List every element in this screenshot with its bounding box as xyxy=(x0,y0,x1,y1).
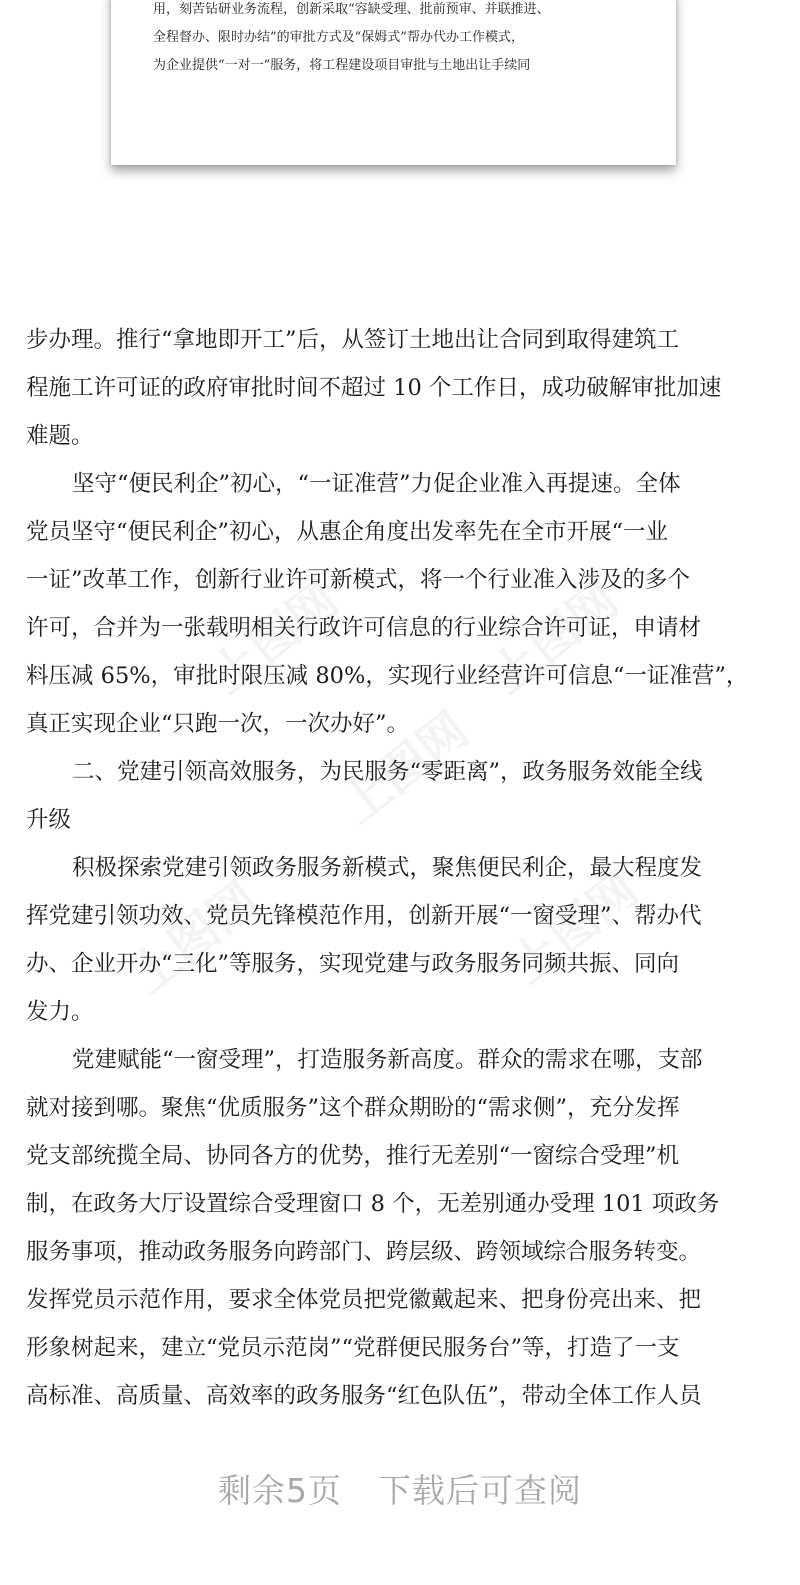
body-line: 料压减 65%，审批时限压减 80%，实现行业经营许可信息“一证准营”， xyxy=(26,663,749,689)
body-line: 真正实现企业“只跑一次，一次办好”。 xyxy=(26,711,410,737)
body-line: 许可，合并为一张载明相关行政许可信息的行业综合许可证，申请材 xyxy=(26,615,702,641)
remaining-pages-label: 剩余5页 xyxy=(218,1471,342,1510)
section-heading: 二、党建引领高效服务，为民服务“零距离”，政务服务效能全线 xyxy=(72,759,703,785)
body-line: 高标准、高质量、高效率的政务服务“红色队伍”，带动全体工作人员 xyxy=(26,1383,702,1409)
body-line: 发挥党员示范作用，要求全体党员把党徽戴起来、把身份亮出来、把 xyxy=(26,1287,702,1313)
document-preview-card xyxy=(111,0,676,165)
watermark: 上图网 xyxy=(120,871,269,1005)
body-line: 积极探索党建引领政务服务新模式，聚焦便民利企，最大程度发 xyxy=(72,855,703,881)
preview-line: 用，刻苦钻研业务流程，创新采取“容缺受理、批前预审、并联推进、 xyxy=(153,2,550,17)
watermark: 上图网 xyxy=(200,571,349,705)
body-line: 办、企业开办“三化”等服务，实现党建与政务服务同频共振、同向 xyxy=(26,951,680,977)
download-to-view-label: 下载后可查阅 xyxy=(378,1471,582,1510)
body-line: 发力。 xyxy=(26,999,94,1025)
body-line: 一证”改革工作，创新行业许可新模式，将一个行业准入涉及的多个 xyxy=(26,567,691,593)
download-prompt[interactable] xyxy=(0,1465,800,1512)
body-line: 难题。 xyxy=(26,423,94,449)
watermark: 上图网 xyxy=(330,701,479,835)
preview-line: 全程督办、限时办结”的审批方式及“保姆式”帮办代办工作模式， xyxy=(153,30,524,45)
body-line: 挥党建引领功效、党员先锋模范作用，创新开展“一窗受理”、帮办代 xyxy=(26,903,702,929)
body-line: 步办理。推行“拿地即开工”后，从签订土地出让合同到取得建筑工 xyxy=(26,327,680,353)
paragraph-heading: 党建赋能“一窗受理”，打造服务新高度。群众的需求在哪，支部 xyxy=(72,1047,703,1073)
body-line: 党支部统揽全局、协同各方的优势，推行无差别“一窗综合受理”机 xyxy=(26,1143,680,1169)
body-line: 党员坚守“便民利企”初心，从惠企角度出发率先在全市开展“一业 xyxy=(26,519,669,545)
section-heading: 升级 xyxy=(26,807,72,833)
watermark: 上图网 xyxy=(480,571,629,705)
body-line: 服务事项，推动政务服务向跨部门、跨层级、跨领域综合服务转变。 xyxy=(26,1239,702,1265)
body-line: 程施工许可证的政府审批时间不超过 10 个工作日，成功破解审批加速 xyxy=(26,375,722,401)
body-line: 形象树起来，建立“党员示范岗”“党群便民服务台”等，打造了一支 xyxy=(26,1335,680,1361)
body-line: 制，在政务大厅设置综合受理窗口 8 个，无差别通办受理 101 项政务 xyxy=(26,1191,720,1217)
preview-line: 为企业提供“一对一”服务，将工程建设项目审批与土地出让手续同 xyxy=(153,58,531,73)
body-line: 就对接到哪。聚焦“优质服务”这个群众期盼的“需求侧”，充分发挥 xyxy=(26,1095,680,1121)
watermark: 上图网 xyxy=(500,861,649,995)
paragraph-heading: 坚守“便民利企”初心，“一证准营”力促企业准入再提速。全体 xyxy=(72,471,681,497)
